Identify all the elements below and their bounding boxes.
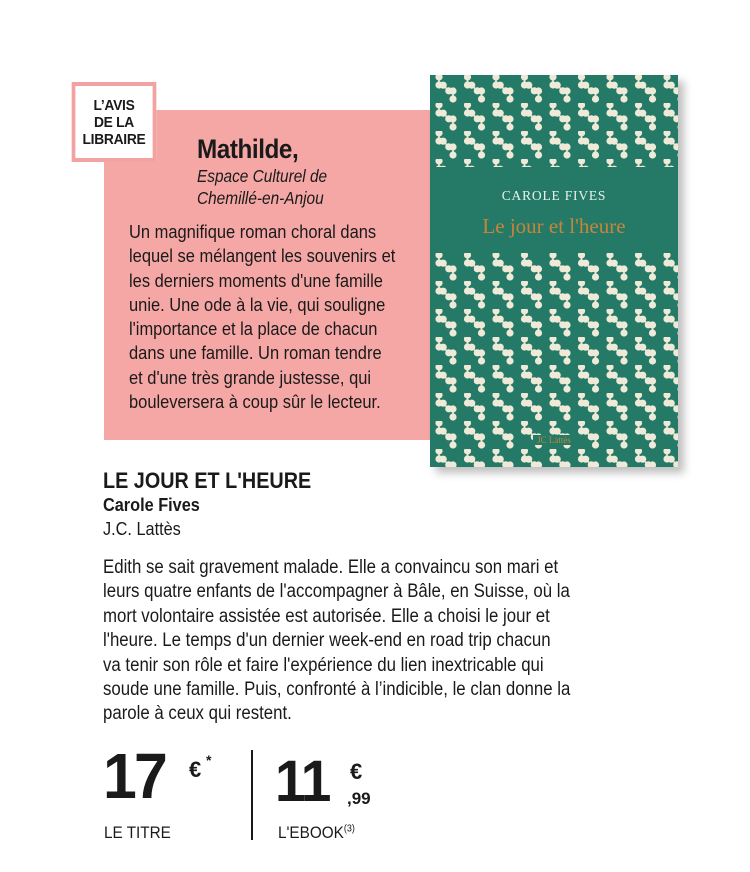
- print-price-amount: 17: [103, 740, 165, 812]
- review-line: dans une famille. Un roman tendre: [129, 342, 382, 364]
- review-line: unie. Une ode à la vie, qui souligne: [129, 293, 386, 315]
- ebook-price-amount: 11: [275, 749, 330, 814]
- book-synopsis: [103, 556, 570, 727]
- cover-author: CAROLE FIVES: [501, 188, 607, 203]
- print-price-currency: €: [189, 757, 202, 782]
- review-text: [129, 220, 418, 414]
- ebook-price-currency: €: [350, 759, 363, 784]
- book-publisher: J.C. Lattès: [103, 518, 181, 539]
- badge-line: DE LA: [93, 113, 135, 131]
- badge-line: L’AVIS: [93, 96, 135, 114]
- synopsis-line: mort volontaire assistée est autorisée. Elle a choisi le jour et: [103, 605, 550, 627]
- store-line: Chemillé-en-Anjou: [197, 188, 324, 208]
- hourglass-pattern-icon: [430, 75, 678, 167]
- book-cover-image: [430, 75, 678, 467]
- store-line: Espace Culturel de: [197, 166, 328, 186]
- review-line: et d'une très grande justesse, qui: [129, 366, 372, 388]
- synopsis-line: l'heure. Le temps d'un dernier week-end en road trip chacun: [103, 630, 551, 652]
- print-price-footnote-mark: *: [206, 752, 212, 768]
- bookseller-review-badge: [72, 82, 157, 162]
- book-title: LE JOUR ET L'HEURE: [103, 468, 312, 493]
- review-line: Un magnifique roman choral dans: [129, 221, 377, 242]
- ebook-price-cents: ,99: [347, 789, 371, 808]
- reviewer-name: Mathilde,: [197, 134, 299, 164]
- badge-line: LIBRAIRE: [82, 130, 146, 148]
- review-line: l'importance et la place de chacun: [129, 318, 378, 340]
- review-line: les derniers moments d'une famille: [129, 269, 383, 291]
- ebook-price-label: [278, 823, 355, 843]
- ebook-label-text: L'EBOOK: [278, 823, 344, 842]
- cover-publisher-text: JC Lattès: [533, 435, 575, 445]
- cover-publisher-mark: [430, 435, 678, 445]
- price-divider: [251, 750, 253, 840]
- synopsis-line: parole à ceux qui restent.: [103, 703, 292, 725]
- cover-title: Le jour et l'heure: [482, 214, 626, 238]
- synopsis-line: va tenir son rôle et faire l'expérience du lien inextricable qui: [103, 654, 544, 676]
- book-author: Carole Fives: [103, 494, 200, 515]
- synopsis-line: soude une famille. Puis, confronté à l’indicible, le clan donne la: [103, 679, 571, 701]
- print-price-label: LE TITRE: [104, 823, 171, 842]
- synopsis-line: leurs quatre enfants de l'accompagner à Bâle, en Suisse, où la: [103, 581, 570, 603]
- reviewer-store: [197, 165, 327, 209]
- ebook-footnote: (3): [343, 823, 355, 835]
- review-line: bouleversera à coup sûr le lecteur.: [129, 391, 381, 413]
- review-line: lequel se mélangent les souvenirs et: [129, 245, 396, 267]
- synopsis-line: Edith se sait gravement malade. Elle a convaincu son mari et: [103, 557, 559, 578]
